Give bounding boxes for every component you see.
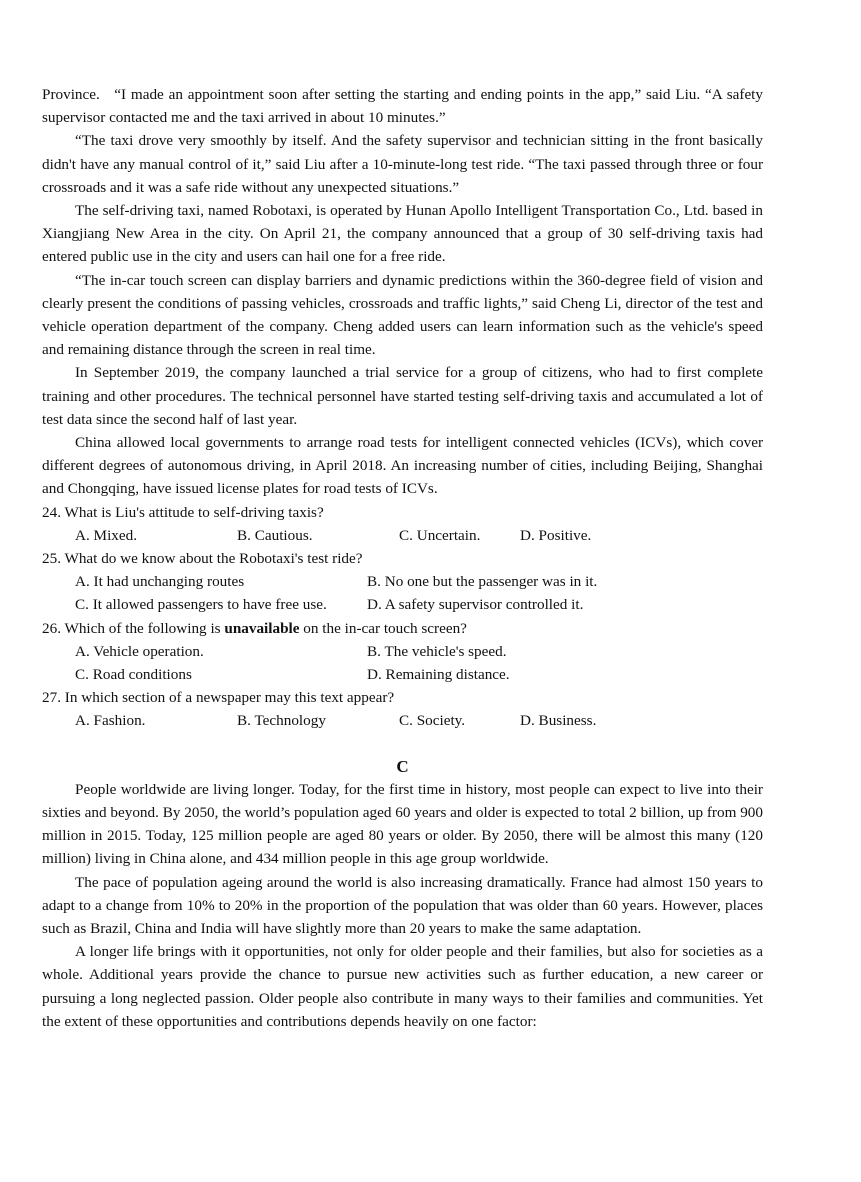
question-stem: 25. What do we know about the Robotaxi's test ride? [42, 550, 363, 568]
stem-text: 26. Which of the following is [42, 619, 225, 637]
stem-emphasis: unavailable [224, 619, 300, 637]
option-a: A. Fashion. [75, 712, 146, 730]
question-27 [42, 686, 763, 732]
option-d: D. Remaining distance. [367, 666, 510, 684]
option-c: C. Society. [399, 712, 466, 730]
paragraph: The pace of population ageing around the world is also increasing dramatically. France had almost 150 years to adapt to a change from 10% to 20% in the proportion of the population that was older than 60 years. However, places such as Brazil, China and India will have slightly more than 20 years to make the same adaptation. [42, 873, 763, 937]
stem-text: on the in-car touch screen? [299, 619, 467, 637]
paragraph: China allowed local governments to arrange road tests for intelligent connected vehicles (ICVs), which cover different degrees of autonomous driving, in April 2018. An increasing number of cities, including Beijing, Shanghai and Chongqing, have issued license plates for road tests of ICVs. [42, 434, 763, 498]
section-heading: C [396, 756, 409, 776]
option-a: A. It had unchanging routes [75, 573, 245, 591]
option-b: B. Cautious. [237, 526, 313, 544]
passage-c [42, 755, 763, 1033]
document-page [42, 83, 763, 1033]
option-a: A. Mixed. [75, 526, 138, 544]
option-d: D. Business. [520, 712, 597, 730]
paragraph: The self-driving taxi, named Robotaxi, is operated by Hunan Apollo Intelligent Transportation Co., Ltd. based in Xiangjiang New Area in the city. On April 21, the company announced that a group of 30 self-driving taxis had entered public use in the city and users can hail one for a free ride. [42, 202, 763, 266]
option-b: B. Technology [237, 712, 326, 730]
option-c: C. Uncertain. [399, 526, 481, 544]
question-stem [42, 617, 763, 640]
paragraph: “The taxi drove very smoothly by itself. And the safety supervisor and technician sitting in the front basically didn't have any manual control of it,” said Liu after a 10-minute-long test ride. “The taxi passed through three or four crossroads and it was a safe ride without any unexpected situations.” [42, 132, 763, 196]
paragraph: A longer life brings with it opportunities, not only for older people and their families, but also for societies as a whole. Additional years provide the chance to pursue new activities such as further education, a new career or pursuing a long neglected passion. Older people also contribute in many ways to their families and communities. Yet the extent of these opportunities and contributions depends heavily on one factor: [42, 943, 763, 1030]
question-stem: 27. In which section of a newspaper may this text appear? [42, 689, 395, 707]
option-c: C. Road conditions [75, 666, 192, 684]
options-row [42, 709, 763, 732]
option-b: B. No one but the passenger was in it. [367, 573, 598, 591]
options-row [42, 663, 763, 686]
option-b: B. The vehicle's speed. [367, 642, 507, 660]
option-d: D. A safety supervisor controlled it. [367, 596, 584, 614]
question-26 [42, 617, 763, 687]
passage-b [42, 83, 763, 501]
question-25 [42, 547, 763, 617]
question-stem: 24. What is Liu's attitude to self-driving taxis? [42, 503, 324, 521]
options-row [42, 640, 763, 663]
options-row [42, 593, 763, 616]
option-d: D. Positive. [520, 526, 592, 544]
option-a: A. Vehicle operation. [75, 642, 204, 660]
options-row [42, 524, 763, 547]
paragraph: In September 2019, the company launched a trial service for a group of citizens, who had to first complete training and other procedures. The technical personnel have started testing self-driving taxis and accumulated a lot of test data since the second half of last year. [42, 364, 763, 428]
paragraph: Province. “I made an appointment soon after setting the starting and ending points in the app,” said Liu. “A safety supervisor contacted me and the taxi arrived in about 10 minutes.” [42, 86, 763, 127]
options-row [42, 570, 763, 593]
question-24 [42, 501, 763, 547]
paragraph: People worldwide are living longer. Today, for the first time in history, most people can expect to live into their sixties and beyond. By 2050, the world’s population aged 60 years and older is expected to total 2 billion, up from 900 million in 2015. Today, 125 million people are aged 80 years or older. By 2050, there will be almost this many (120 million) living in China alone, and 434 million people in this age group worldwide. [42, 780, 763, 868]
option-c: C. It allowed passengers to have free use. [75, 596, 327, 614]
paragraph: “The in-car touch screen can display barriers and dynamic predictions within the 360-degree field of vision and clearly present the conditions of passing vehicles, crossroads and traffic lights,” said Cheng Li, director of the test and vehicle operation department of the company. Cheng added users can learn information such as the vehicle's speed and remaining distance through the screen in real time. [42, 271, 763, 359]
